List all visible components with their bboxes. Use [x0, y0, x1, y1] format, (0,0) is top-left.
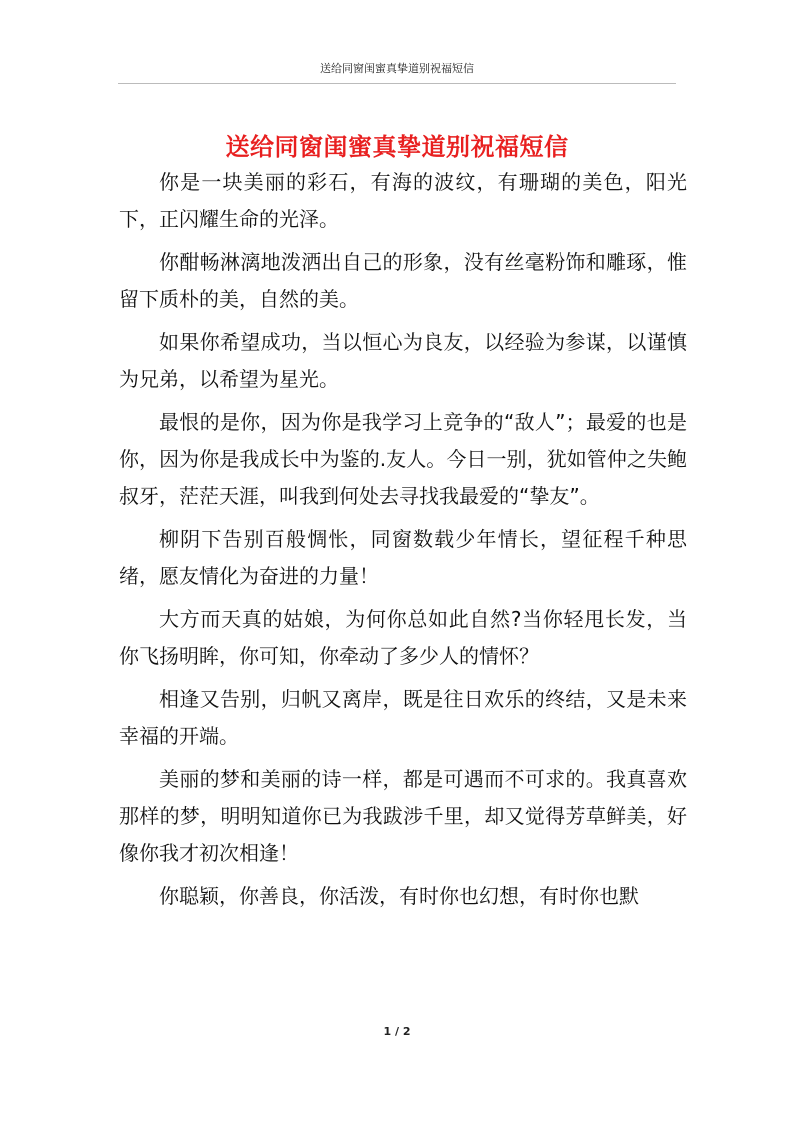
header-divider	[118, 83, 676, 84]
paragraph: 你是一块美丽的彩石，有海的波纹，有珊瑚的美色，阳光下，正闪耀生命的光泽。	[119, 170, 687, 231]
paragraph: 大方而天真的姑娘，为何你总如此自然?当你轻甩长发，当你飞扬明眸，你可知，你牵动了多少人的情怀？	[119, 607, 687, 668]
paragraph: 如果你希望成功，当以恒心为良友，以经验为参谋，以谨慎为兄弟，以希望为星光。	[119, 330, 687, 391]
running-header: 送给同窗闺蜜真挚道别祝福短信	[320, 62, 474, 75]
document-title: 送给同窗闺蜜真挚道别祝福短信	[225, 133, 569, 162]
document-body	[119, 164, 687, 921]
paragraph: 相逢又告别，归帆又离岸，既是往日欢乐的终结，又是未来幸福的开端。	[119, 687, 687, 748]
paragraph: 柳阴下告别百般惆怅，同窗数载少年情长，望征程千种思绪，愿友情化为奋进的力量！	[119, 527, 687, 588]
paragraph: 最恨的是你，因为你是我学习上竞争的“敌人”；最爱的也是你，因为你是我成长中为鉴的.友人。今日一别，犹如管仲之失鲍叔牙，茫茫天涯，叫我到何处去寻找我最爱的“挚友”。	[119, 410, 687, 508]
paragraph: 你聪颖，你善良，你活泼，有时你也幻想，有时你也默	[159, 884, 639, 908]
page-number: 1 / 2	[383, 1025, 411, 1038]
paragraph: 你酣畅淋漓地泼洒出自己的形象，没有丝毫粉饰和雕琢，惟留下质朴的美，自然的美。	[119, 250, 687, 311]
paragraph: 美丽的梦和美丽的诗一样，都是可遇而不可求的。我真喜欢那样的梦，明明知道你已为我跋涉千里，却又觉得芳草鲜美，好像你我才初次相逢！	[119, 767, 687, 865]
